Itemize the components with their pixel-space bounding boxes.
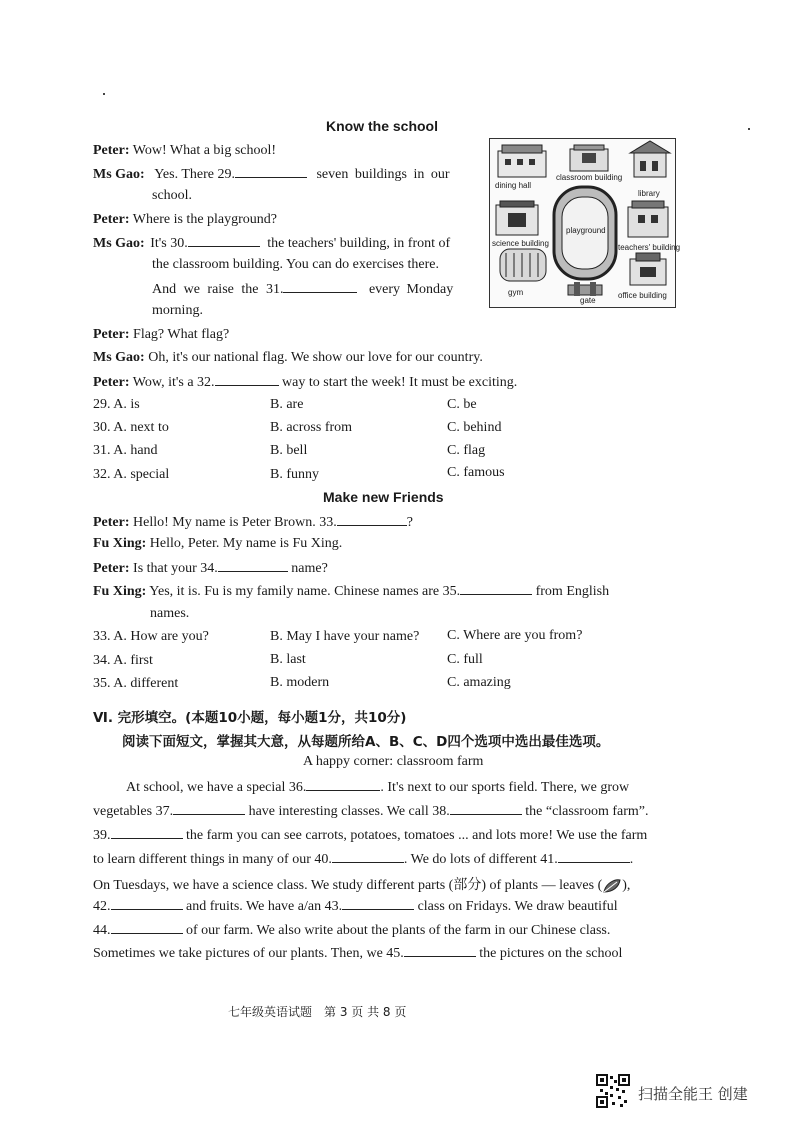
library-icon xyxy=(630,141,670,177)
dialogue-line: Ms Gao: Yes. There 29. seven buildings in our xyxy=(93,167,450,182)
page-number: 七年级英语试题 第 3 页 共 8 页 xyxy=(228,1005,407,1019)
answer-blank-30[interactable] xyxy=(188,234,260,247)
dialogue-line: Peter: Wow! What a big school! xyxy=(93,143,277,158)
answer-blank-29[interactable] xyxy=(235,165,307,178)
section-heading: Ⅵ. 完形填空。(本题10小题，每小题1分，共10分) xyxy=(93,710,407,726)
answer-blank-44[interactable] xyxy=(111,921,183,934)
dialogue-line: Peter: Flag? What flag? xyxy=(93,327,230,342)
dialogue-line: Fu Xing: Hello, Peter. My name is Fu Xing. xyxy=(93,536,343,551)
map-label: science building xyxy=(492,239,549,248)
option-33-a[interactable]: 33. A. How are you? xyxy=(93,629,209,644)
option-30-c[interactable]: C. behind xyxy=(447,420,502,435)
scan-speck xyxy=(103,93,105,95)
answer-blank-40[interactable] xyxy=(332,850,404,863)
map-label: office building xyxy=(618,291,667,300)
gate-icon xyxy=(568,282,602,296)
science-building-icon xyxy=(496,201,538,235)
answer-blank-37[interactable] xyxy=(173,802,245,815)
map-label: dining hall xyxy=(495,181,532,190)
map-label: gate xyxy=(580,296,596,305)
passage-line: to learn different things in many of our 40. . We do lots of different 41. . xyxy=(93,852,634,867)
option-29-b[interactable]: B. are xyxy=(270,397,304,412)
leaf-icon xyxy=(602,878,622,894)
option-31-a[interactable]: 31. A. hand xyxy=(93,443,158,458)
dialogue-continuation: morning. xyxy=(152,303,203,318)
option-30-a[interactable]: 30. A. next to xyxy=(93,420,169,435)
passage-line: vegetables 37. have interesting classes. We call 38. the “classroom farm”. xyxy=(93,804,649,819)
map-label: teachers' building xyxy=(618,243,681,252)
qr-code-icon xyxy=(596,1074,630,1108)
answer-blank-31[interactable] xyxy=(283,280,357,293)
answer-blank-41[interactable] xyxy=(558,850,630,863)
school-map xyxy=(489,138,681,308)
dialogue-continuation: the classroom building. You can do exercises there. xyxy=(152,257,439,272)
map-label: gym xyxy=(508,288,524,297)
dialogue-line: Peter: Where is the playground? xyxy=(93,212,278,227)
answer-blank-33[interactable] xyxy=(337,513,407,526)
answer-blank-39[interactable] xyxy=(111,826,183,839)
dialogue-line: Peter: Is that your 34. name? xyxy=(93,561,328,576)
option-35-b[interactable]: B. modern xyxy=(270,675,330,690)
map-label: library xyxy=(638,189,660,198)
passage-line: Sometimes we take pictures of our plants. Then, we 45. the pictures on the school xyxy=(93,946,623,961)
dialogue-continuation: names. xyxy=(150,606,190,621)
option-32-c[interactable]: C. famous xyxy=(447,465,505,480)
option-34-c[interactable]: C. full xyxy=(447,652,483,667)
teachers-building-icon xyxy=(628,201,668,237)
section-instruction: 阅读下面短文，掌握其大意，从每题所给A、B、C、D四个选项中选出最佳选项。 xyxy=(122,734,610,750)
section-title: Make new Friends xyxy=(323,489,444,505)
passage-line: 44. of our farm. We also write about the plants of the farm in our Chinese class. xyxy=(93,923,611,938)
answer-blank-36[interactable] xyxy=(306,778,380,791)
answer-blank-32[interactable] xyxy=(215,373,279,386)
office-building-icon xyxy=(630,253,666,285)
option-34-b[interactable]: B. last xyxy=(270,652,306,667)
option-29-a[interactable]: 29. A. is xyxy=(93,397,140,412)
option-35-c[interactable]: C. amazing xyxy=(447,675,511,690)
dialogue-continuation: school. xyxy=(152,188,193,203)
dialogue-line: Ms Gao: It's 30. the teachers' building, in front of xyxy=(93,236,451,251)
answer-blank-42[interactable] xyxy=(111,897,183,910)
passage-line: 39. the farm you can see carrots, potatoes, tomatoes ... and lots more! We use the farm xyxy=(93,828,648,843)
map-label: classroom building xyxy=(556,173,623,182)
scanner-watermark: 扫描全能王 创建 xyxy=(638,1085,748,1103)
passage-line: 42. and fruits. We have a/an 43. class on Fridays. We draw beautiful xyxy=(93,899,618,914)
dialogue-continuation: And we raise the 31. every Monday xyxy=(152,282,454,297)
option-35-a[interactable]: 35. A. different xyxy=(93,676,179,691)
option-30-b[interactable]: B. across from xyxy=(270,420,353,435)
passage-title: A happy corner: classroom farm xyxy=(303,754,484,769)
answer-blank-35[interactable] xyxy=(460,582,532,595)
gym-icon xyxy=(500,249,546,281)
section-title: Know the school xyxy=(326,118,438,134)
passage-line: At school, we have a special 36. . It's next to our sports field. There, we grow xyxy=(126,780,630,795)
answer-blank-34[interactable] xyxy=(218,559,288,572)
school-map-drawing xyxy=(490,139,675,307)
dialogue-line: Ms Gao: Oh, it's our national flag. We show our love for our country. xyxy=(93,350,483,365)
dining-hall-icon xyxy=(498,145,546,177)
option-33-c[interactable]: C. Where are you from? xyxy=(447,628,583,643)
map-label: playground xyxy=(566,226,606,235)
option-32-b[interactable]: B. funny xyxy=(270,467,319,482)
option-34-a[interactable]: 34. A. first xyxy=(93,653,153,668)
classroom-building-icon xyxy=(570,145,608,171)
option-31-b[interactable]: B. bell xyxy=(270,443,308,458)
dialogue-line: Peter: Hello! My name is Peter Brown. 33. ? xyxy=(93,515,413,530)
option-29-c[interactable]: C. be xyxy=(447,397,477,412)
scan-speck xyxy=(748,128,750,130)
option-33-b[interactable]: B. May I have your name? xyxy=(270,629,420,644)
dialogue-line: Fu Xing: Yes, it is. Fu is my family name. Chinese names are 35. from English xyxy=(93,584,610,599)
option-32-a[interactable]: 32. A. special xyxy=(93,467,170,482)
answer-blank-38[interactable] xyxy=(450,802,522,815)
answer-blank-43[interactable] xyxy=(342,897,414,910)
dialogue-line: Peter: Wow, it's a 32. way to start the week! It must be exciting. xyxy=(93,375,518,390)
option-31-c[interactable]: C. flag xyxy=(447,443,486,458)
passage-line: On Tuesdays, we have a science class. We study different parts (部分) of plants — leaves ( ), xyxy=(93,878,631,893)
answer-blank-45[interactable] xyxy=(404,944,476,957)
